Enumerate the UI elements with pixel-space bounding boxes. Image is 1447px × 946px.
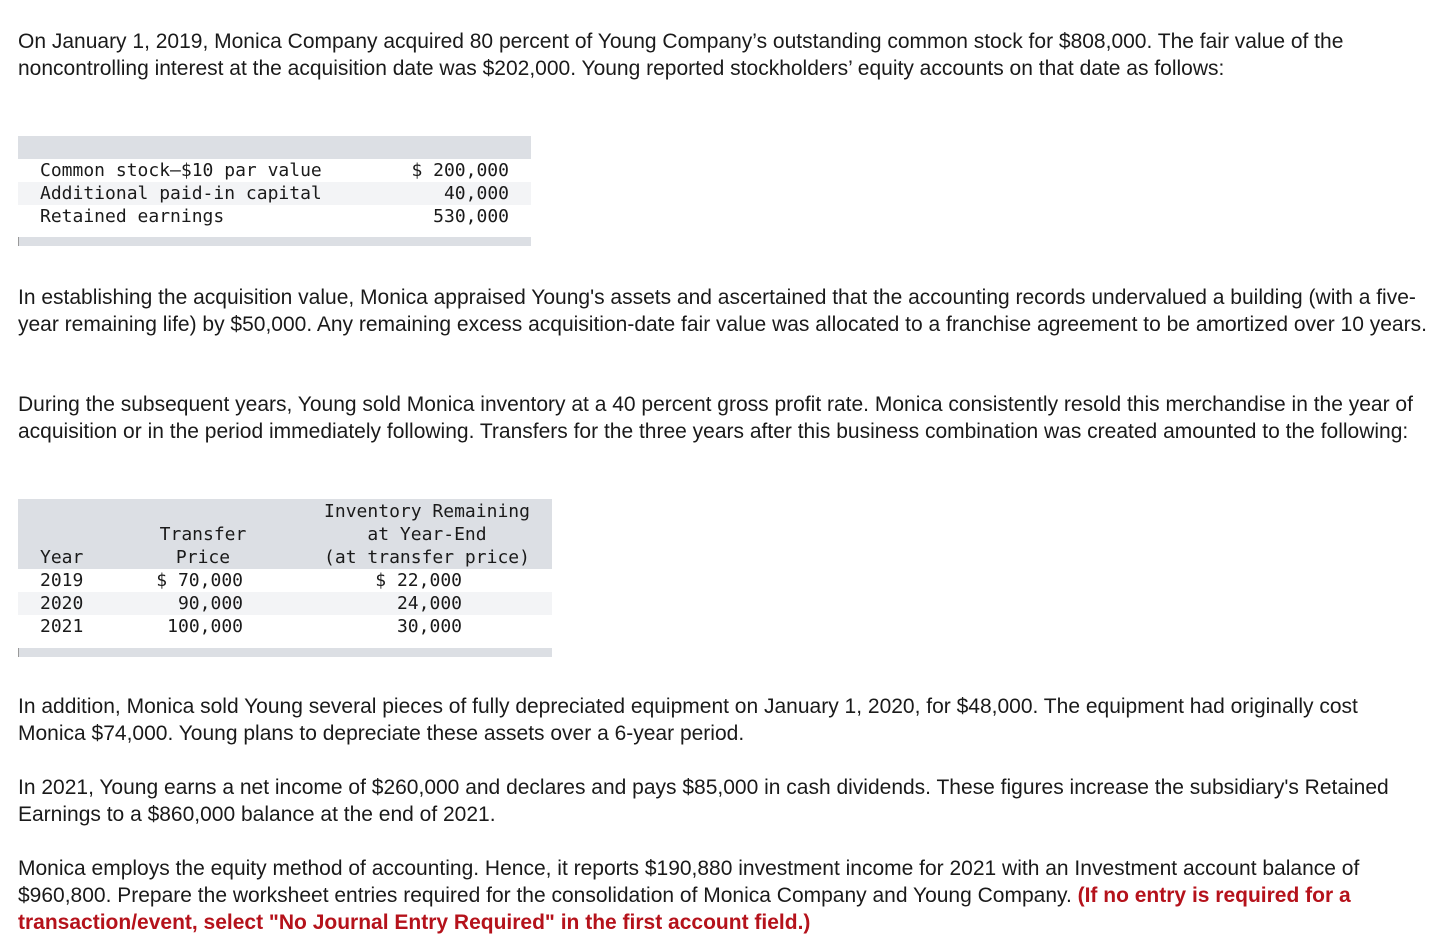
table-header-row <box>18 500 552 523</box>
header-remaining: at Year-End <box>367 524 487 545</box>
header-price: Transfer <box>159 524 247 545</box>
table-row <box>18 569 552 592</box>
header-year: Year <box>40 547 84 568</box>
inventory-transfer-table <box>18 499 552 659</box>
header-remaining: Inventory Remaining <box>324 501 530 522</box>
cell-remaining: $ 22,000 <box>375 570 462 591</box>
table-header-row <box>18 523 552 546</box>
equity-amount: 40,000 <box>443 183 509 204</box>
table-row <box>18 615 552 638</box>
cell-year: 2019 <box>40 570 84 591</box>
table-row <box>18 159 531 182</box>
table-row <box>18 205 531 228</box>
cell-remaining: 30,000 <box>396 616 462 637</box>
table-footer-band <box>18 237 531 246</box>
header-price: Price <box>175 547 231 568</box>
cell-year: 2021 <box>40 616 84 637</box>
stockholders-equity-table <box>18 136 531 248</box>
equity-amount: 530,000 <box>433 206 509 227</box>
equity-label: Retained earnings <box>40 206 225 227</box>
table-row <box>18 182 531 205</box>
cell-price: 90,000 <box>177 593 243 614</box>
cell-price: 100,000 <box>167 616 243 637</box>
table-header-row <box>18 546 552 569</box>
equipment-sale-paragraph: In addition, Monica sold Young several pieces of fully depreciated equipment on January 1, 2020, for $48,000. The equipment had originally cost Monica $74,000. Young plans to depreciate these assets over a 6-year period. <box>18 695 1358 745</box>
intro-paragraph: On January 1, 2019, Monica Company acquired 80 percent of Young Company’s outstanding common stock for $808,000. The fair value of the noncontrolling interest at the acquisition date was $202,000. Young reported stockholders’ equity accounts on that date as follows: <box>18 30 1344 80</box>
instructions-note: (If no entry is required for a transaction/event, select "No Journal Entry Required" in the first account field.) <box>18 884 1351 934</box>
instructions-text: Monica employs the equity method of accounting. Hence, it reports $190,880 investment income for 2021 with an Investment account balance of $960,800. Prepare the worksheet entries required for the consolidation of Monica Company and Young Company. <box>18 857 1360 907</box>
cell-year: 2020 <box>40 593 84 614</box>
instructions-paragraph <box>18 855 1428 936</box>
cell-remaining: 24,000 <box>396 593 462 614</box>
table-footer-band <box>18 648 552 657</box>
acquisition-value-paragraph: In establishing the acquisition value, Monica appraised Young's assets and ascertained that the accounting records undervalued a building (with a five-year remaining life) by $50,000. Any remaining excess acquisition-date fair value was allocated to a franchise agreement to be amortized over 10 years. <box>18 286 1427 336</box>
header-remaining: (at transfer price) <box>324 547 530 568</box>
net-income-paragraph: In 2021, Young earns a net income of $260,000 and declares and pays $85,000 in cash dividends. These figures increase the subsidiary's Retained Earnings to a $860,000 balance at the end of 2021. <box>18 776 1389 826</box>
inventory-transfer-paragraph: During the subsequent years, Young sold Monica inventory at a 40 percent gross profit rate. Monica consistently resold this merchandise in the year of acquisition or in the period immediately following. Transfers for the three years after this business combination was created amounted to the following: <box>18 393 1413 443</box>
cell-price: $ 70,000 <box>156 570 243 591</box>
equity-label: Additional paid-in capital <box>40 183 322 204</box>
equity-label: Common stock—$10 par value <box>40 160 322 181</box>
equity-amount: $ 200,000 <box>411 160 509 181</box>
table-header-band <box>18 136 531 159</box>
table-row <box>18 592 552 615</box>
